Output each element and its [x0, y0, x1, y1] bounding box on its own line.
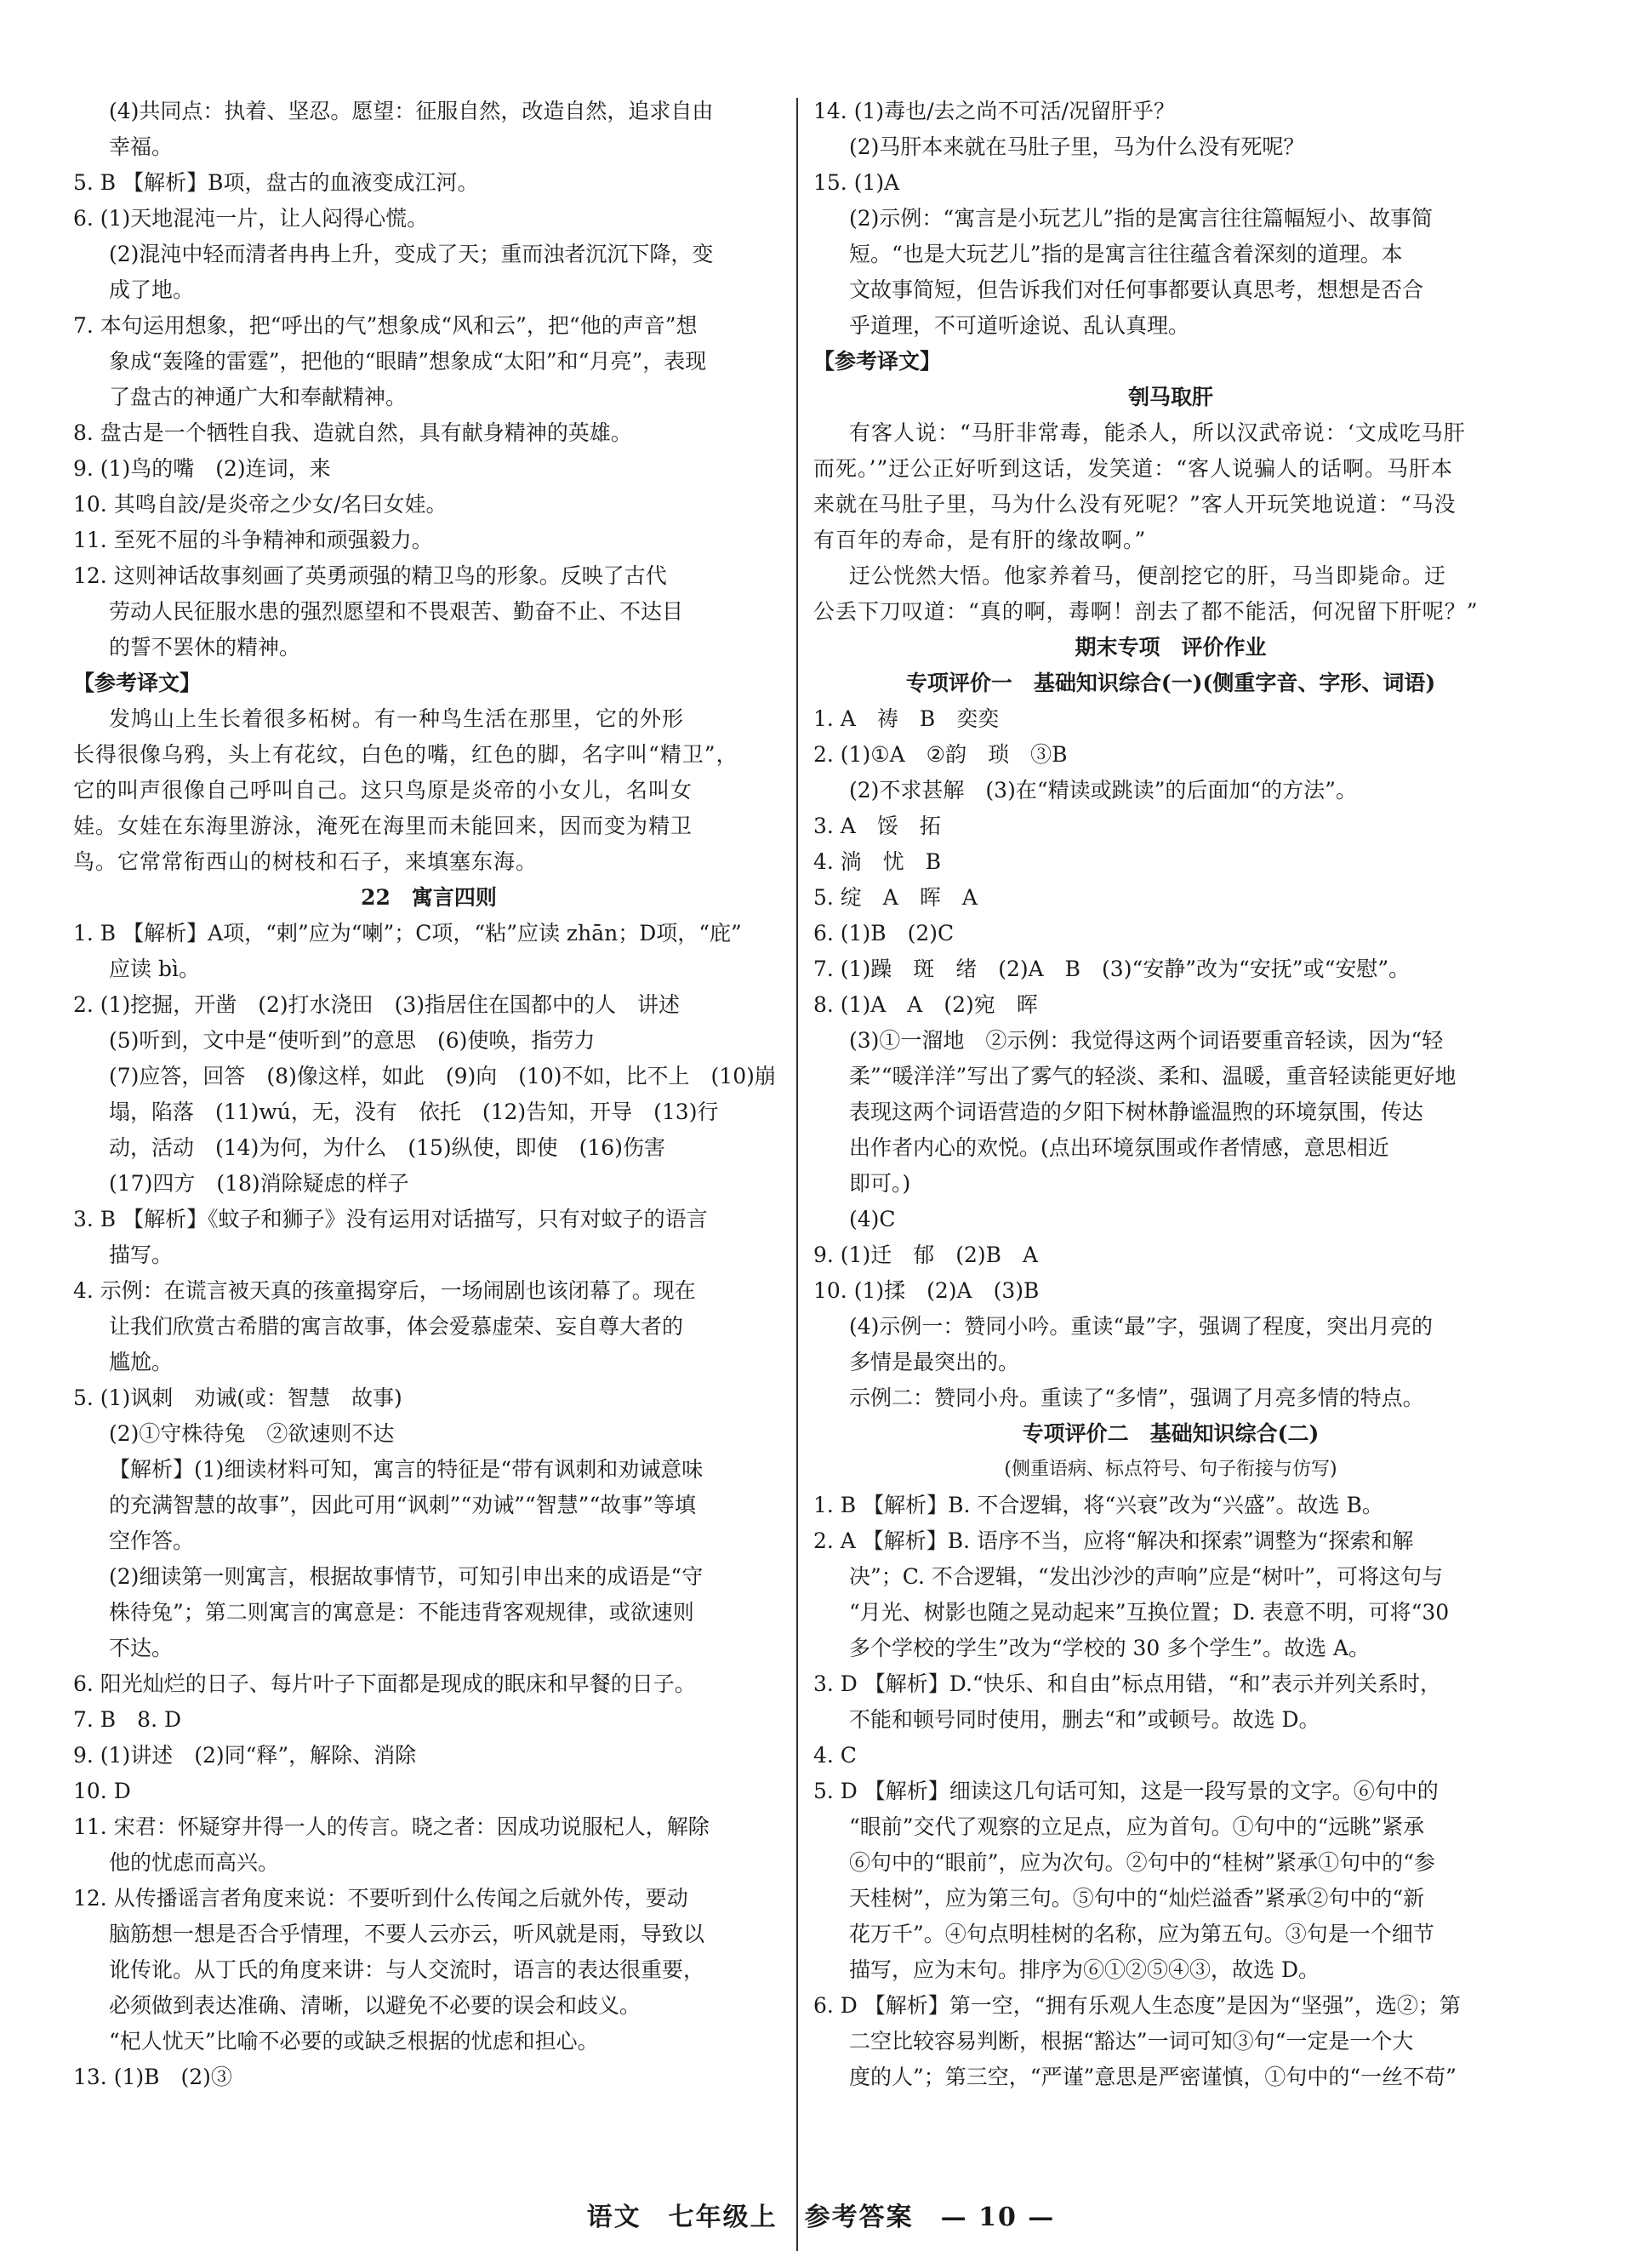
right-line: 柔”“暖洋洋”写出了雾气的轻淡、柔和、温暖，重音轻读能更好地 [849, 1064, 1457, 1088]
left-line: 动，活动 (14)为何，为什么 (15)纵使，即使 (16)伤害 [109, 1135, 665, 1160]
left-line: 象成“轰隆的雷霆”，把他的“眼睛”想象成“太阳”和“月亮”，表现 [109, 349, 707, 374]
right-line: 6. D 【解析】第一空，“拥有乐观人生态度”是因为“坚强”，选②；第 [813, 1993, 1461, 2018]
left-line: (2)①守株待兔 ②欲速则不达 [109, 1421, 395, 1446]
right-line: 10. (1)揉 (2)A (3)B [813, 1278, 1040, 1303]
right-line: (4)示例一：赞同小吟。重读“最”字，强调了程度，突出月亮的 [849, 1314, 1433, 1339]
right-line: 天桂树”，应为第三句。⑤句中的“灿烂溢香”紧承②句中的“新 [849, 1886, 1425, 1911]
left-line: (17)四方 (18)消除疑虑的样子 [109, 1171, 409, 1196]
left-line: (2)混沌中轻而清者冉冉上升，变成了天；重而浊者沉沉下降，变 [109, 242, 714, 266]
left-line: 1. B 【解析】A项，“剌”应为“喇”；C项，“粘”应读 zhān；D项，“庇” [73, 921, 742, 945]
right-line: 表现这两个词语营造的夕阳下树林静谧温煦的环境氛围，传达 [849, 1100, 1424, 1124]
left-line: 株待兔”；第二则寓言的寓意是：不能违背客观规律，或欲速则 [109, 1600, 694, 1625]
right-line: 5. 绽 A 晖 A [813, 885, 978, 910]
left-line: 11. 至死不屈的斗争精神和顽强毅力。 [73, 528, 433, 552]
left-line: 12. 这则神话故事刻画了英勇顽强的精卫鸟的形象。反映了古代 [73, 563, 667, 588]
right-line: 15. (1)A [813, 170, 900, 195]
right-line: 而死。’”迂公正好听到这话，发笑道：“客人说骗人的话啊。马肝本 [813, 456, 1454, 481]
right-line: 【参考译文】 [813, 349, 942, 374]
left-line: 的誓不罢休的精神。 [109, 635, 301, 660]
left-line: 让我们欣赏古希腊的寓言故事，体会爱慕虚荣、妄自尊大者的 [109, 1314, 684, 1339]
right-line: 2. (1)①A ②韵 琐 ③B [813, 742, 1068, 767]
right-line: 文故事简短，但告诉我们对任何事都要认真思考，想想是否合 [849, 277, 1424, 302]
left-line: 不达。 [109, 1636, 174, 1660]
right-line: (2)马肝本来就在马肚子里，马为什么没有死呢？ [849, 134, 1305, 159]
right-line: 公丢下刀叹道：“真的啊，毒啊！剖去了都不能活，何况留下肝呢？” [813, 599, 1479, 624]
left-line: 塌，陷落 (11)wú，无，没有 依托 (12)告知，开导 (13)行 [109, 1100, 719, 1124]
left-line: 了盘古的神通广大和奉献精神。 [109, 385, 408, 409]
left-line: 10. 其鸣自詨/是炎帝之少女/名曰女娃。 [73, 492, 448, 517]
left-line: 他的忧虑而高兴。 [109, 1850, 280, 1875]
right-line: 期末专项 评价作业 [1075, 635, 1267, 660]
left-line: 2. (1)挖掘，开凿 (2)打水浇田 (3)指居住在国都中的人 讲述 [73, 992, 681, 1017]
right-line: 刳马取肝 [1127, 385, 1213, 409]
right-line: 二空比较容易判断，根据“豁达”一词可知③句“一定是一个大 [849, 2029, 1414, 2054]
right-line: 2. A 【解析】B. 语序不当，应将“解决和探索”调整为“探索和解 [813, 1528, 1414, 1553]
right-line: 7. (1)躁 斑 绪 (2)A B (3)“安静”改为“安抚”或“安慰”。 [813, 957, 1411, 981]
left-line: 9. (1)讲述 (2)同“释”，解除、消除 [73, 1743, 417, 1768]
right-line: 花万千”。④句点明桂树的名称，应为第五句。③句是一个细节 [849, 1922, 1434, 1946]
left-line: 描写。 [109, 1243, 174, 1267]
right-line: 3. D 【解析】D.“快乐、和自由”标点用错，“和”表示并列关系时， [813, 1671, 1442, 1696]
left-line: 4. 示例：在谎言被天真的孩童揭穿后，一场闹剧也该闭幕了。现在 [73, 1278, 696, 1303]
left-line: 6. 阳光灿烂的日子、每片叶子下面都是现成的眠床和早餐的日子。 [73, 1671, 696, 1696]
left-line: 讹传讹。从丁氏的角度来讲：与人交流时，语言的表达很重要， [109, 1957, 705, 1982]
right-line: ⑥句中的“眼前”，应为次句。②句中的“桂树”紧承①句中的“参 [849, 1850, 1435, 1875]
left-line: 发鸠山上生长着很多柘树。有一种鸟生活在那里，它的外形 [109, 706, 685, 731]
right-line: 描写，应为末句。排序为⑥①②⑤④③，故选 D。 [849, 1957, 1320, 1982]
right-line: 有客人说：“马肝非常毒，能杀人，所以汉武帝说：‘文成吃马肝 [849, 420, 1466, 445]
right-line: 专项评价一 基础知识综合(一)(侧重字音、字形、词语) [905, 671, 1436, 695]
right-line: 短。“也是大玩艺儿”指的是寓言往往蕴含着深刻的道理。本 [849, 242, 1403, 266]
left-line: 11. 宋君：怀疑穿井得一人的传言。晓之者：因成功说服杞人，解除 [73, 1814, 710, 1839]
left-line: “杞人忧天”比喻不必要的或缺乏根据的忧虑和担心。 [109, 2029, 599, 2054]
right-line: 14. (1)毒也/去之尚不可活/况留肝乎？ [813, 99, 1175, 123]
left-column [73, 94, 784, 2095]
left-line: 幸福。 [109, 134, 174, 159]
left-line: 3. B 【解析】《蚊子和狮子》没有运用对话描写，只有对蚊子的语言 [73, 1207, 708, 1231]
right-line: 6. (1)B (2)C [813, 921, 955, 945]
right-line: 1. B 【解析】B. 不合逻辑，将“兴衰”改为“兴盛”。故选 B。 [813, 1493, 1383, 1517]
right-line: 示例二：赞同小舟。重读了“多情”，强调了月亮多情的特点。 [849, 1385, 1424, 1410]
left-line: (5)听到，文中是“使听到”的意思 (6)使唤，指劳力 [109, 1028, 596, 1053]
left-line: 空作答。 [109, 1528, 195, 1553]
right-line: (侧重语病、标点符号、句子衔接与仿写) [1004, 1459, 1337, 1480]
left-line: 的充满智慧的故事”，因此可用“讽刺”“劝诫”“智慧”“故事”等填 [109, 1493, 697, 1517]
right-line: 4. 淌 忧 B [813, 849, 942, 874]
right-line: 4. C [813, 1743, 857, 1768]
right-line: 多个学校的学生”改为“学校的 30 多个学生”。故选 A。 [849, 1636, 1371, 1660]
left-line: 【参考译文】 [73, 671, 202, 695]
left-line: (4)共同点：执着、坚忍。愿望：征服自然，改造自然，追求自由 [109, 99, 714, 123]
right-line: (4)C [849, 1207, 896, 1231]
right-line: 专项评价二 基础知识综合(二) [1022, 1421, 1320, 1446]
left-line: 10. D [73, 1779, 131, 1803]
left-line: (2)细读第一则寓言，根据故事情节，可知引申出来的成语是“守 [109, 1564, 704, 1589]
column-divider [796, 98, 798, 2251]
right-line: 3. A 馁 拓 [813, 814, 941, 838]
left-line: 7. 本句运用想象，把“呼出的气”想象成“风和云”，把“他的声音”想 [73, 313, 698, 338]
left-line: 7. B 8. D [73, 1707, 182, 1732]
right-column [813, 94, 1528, 2095]
right-line: 多情是最突出的。 [849, 1350, 1020, 1374]
left-line: 22 寓言四则 [361, 885, 497, 910]
left-line: 5. (1)讽刺 劝诫(或：智慧 故事) [73, 1385, 402, 1410]
right-line: (2)不求甚解 (3)在“精读或跳读”的后面加“的方法”。 [849, 778, 1357, 803]
left-line: 13. (1)B (2)③ [73, 2065, 232, 2089]
left-line: 长得很像乌鸦，头上有花纹，白色的嘴，红色的脚，名字叫“精卫”， [73, 742, 738, 767]
left-line: 9. (1)鸟的嘴 (2)连词，来 [73, 456, 331, 481]
right-line: “眼前”交代了观察的立足点，应为首句。①句中的“远眺”紧承 [849, 1814, 1425, 1839]
page-footer: 语文 七年级上 参考答案 — 10 — [586, 2202, 1056, 2232]
left-line: 应读 bì。 [109, 957, 200, 981]
right-line: 9. (1)迁 郁 (2)B A [813, 1243, 1039, 1267]
right-line: 8. (1)A A (2)宛 晖 [813, 992, 1038, 1017]
left-line: 劳动人民征服水患的强烈愿望和不畏艰苦、勤奋不止、不达目 [109, 599, 684, 624]
left-line: 娃。女娃在东海里游泳，淹死在海里而未能回来，因而变为精卫 [73, 814, 693, 838]
left-line: 8. 盘古是一个牺牲自我、造就自然，具有献身精神的英雄。 [73, 420, 632, 445]
right-line: 决”；C. 不合逻辑，“发出沙沙的声响”应是“树叶”，可将这句与 [849, 1564, 1444, 1589]
left-line: 脑筋想一想是否合乎情理，不要人云亦云，听风就是雨，导致以 [109, 1922, 705, 1946]
right-line: 有百年的寿命，是有肝的缘故啊。” [813, 528, 1147, 552]
right-line: 迂公恍然大悟。他家养着马，便剖挖它的肝，马当即毙命。迂 [849, 563, 1447, 588]
left-line: 12. 从传播谣言者角度来说：不要听到什么传闻之后就外传，要动 [73, 1886, 688, 1911]
right-line: (3)①一溜地 ②示例：我觉得这两个词语要重音轻读，因为“轻 [849, 1028, 1444, 1053]
right-line: 出作者内心的欢悦。(点出环境氛围或作者情感，意思相近 [849, 1135, 1389, 1160]
right-line: 即可。) [849, 1171, 911, 1196]
right-line: (2)示例：“寓言是小玩艺儿”指的是寓言往往篇幅短小、故事简 [849, 206, 1433, 231]
left-line: 6. (1)天地混沌一片，让人闷得心慌。 [73, 206, 429, 231]
right-line: 来就在马肚子里，马为什么没有死呢？”客人开玩笑地说道：“马没 [813, 492, 1457, 517]
right-line: “月光、树影也随之晃动起来”互换位置；D. 表意不明，可将“30 [849, 1600, 1450, 1625]
right-line: 1. A 祷 B 奕奕 [813, 706, 1000, 731]
left-line: 必须做到表达准确、清晰，以避免不必要的误会和歧义。 [109, 1993, 641, 2018]
left-line: 它的叫声很像自己呼叫自己。这只鸟原是炎帝的小女儿，名叫女 [73, 778, 693, 803]
right-line: 度的人”；第三空，“严谨”意思是严密谨慎，①句中的“一丝不苟” [849, 2065, 1457, 2089]
left-line: 鸟。它常常衔西山的树枝和石子，来填塞东海。 [73, 849, 539, 874]
right-line: 不能和顿号同时使用，删去“和”或顿号。故选 D。 [849, 1707, 1320, 1732]
right-line: 5. D 【解析】细读这几句话可知，这是一段写景的文字。⑥句中的 [813, 1779, 1439, 1803]
left-line: 【解析】(1)细读材料可知，寓言的特征是“带有讽刺和劝诫意味 [109, 1457, 704, 1482]
left-line: 5. B 【解析】B项，盘古的血液变成江河。 [73, 170, 479, 195]
left-line: (7)应答，回答 (8)像这样，如此 (9)向 (10)不如，比不上 (10)崩 [109, 1064, 776, 1088]
right-line: 乎道理，不可道听途说、乱认真理。 [849, 313, 1190, 338]
left-line: 成了地。 [109, 277, 195, 302]
left-line: 尴尬。 [109, 1350, 174, 1374]
